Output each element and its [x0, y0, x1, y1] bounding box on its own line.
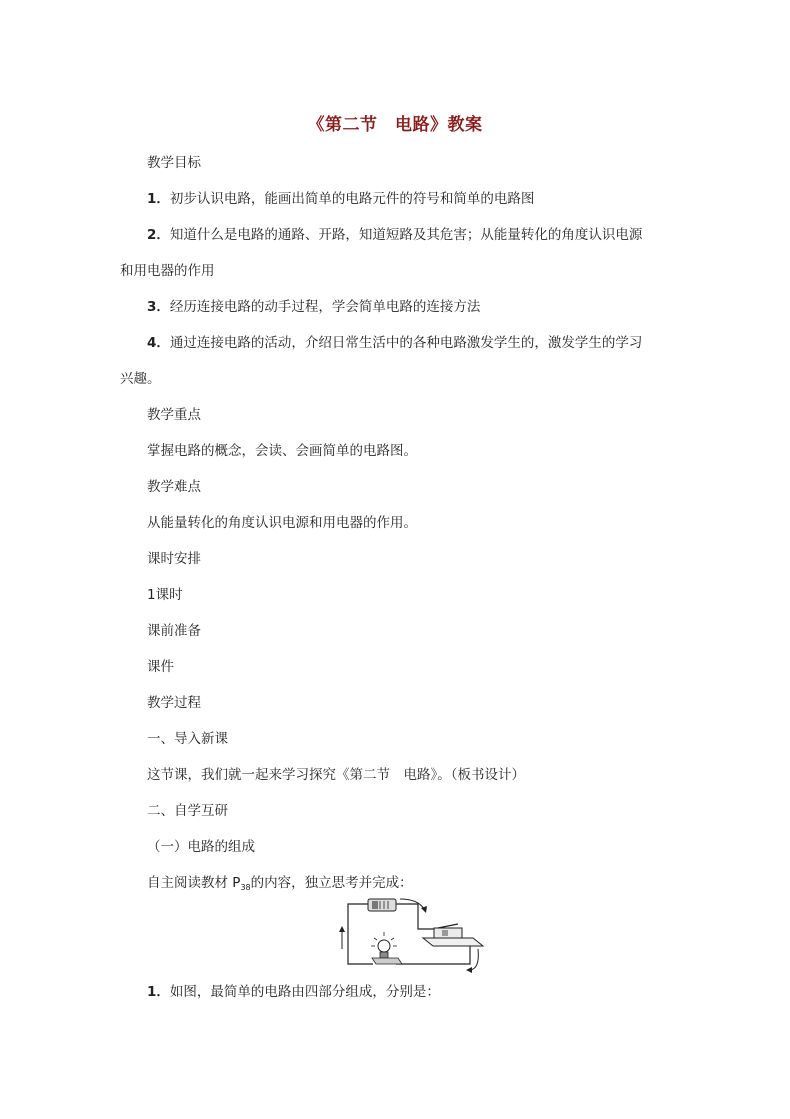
objective-1-number: 1．	[147, 191, 170, 207]
schedule-text: 1课时	[147, 587, 183, 603]
objective-3-number: 3．	[147, 299, 170, 315]
question-1-text: 如图，最简单的电路由四部分组成，分别是：	[169, 984, 440, 1000]
section-1-text: 这节课，我们就一起来学习探究《第二节 电路》。（板书设计）	[147, 767, 525, 783]
reading-suffix: 的内容，独立思考并完成：	[250, 875, 413, 891]
key-points-text: 掌握电路的概念，会读、会画简单的电路图。	[147, 443, 417, 459]
objective-1-text: 初步认识电路，能画出简单的电路元件的符号和简单的电路图	[169, 191, 535, 207]
objective-4-text-1: 通过连接电路的活动，介绍日常生活中的各种电路激发学生的，激发学生的学习	[169, 335, 643, 351]
process-heading: 教学过程	[147, 695, 201, 711]
question-1	[147, 983, 440, 1001]
key-points-heading: 教学重点	[147, 407, 201, 423]
difficulties-heading: 教学难点	[147, 479, 201, 495]
simple-circuit-diagram-icon	[338, 894, 488, 974]
objective-4-line-1	[147, 334, 642, 352]
objective-2-text-1: 知道什么是电路的通路、开路，知道短路及其危害；从能量转化的角度认识电源	[169, 227, 643, 243]
prep-heading: 课前准备	[147, 623, 201, 639]
difficulties-text: 从能量转化的角度认识电源和用电器的作用。	[147, 515, 417, 531]
objective-4-number: 4．	[147, 335, 170, 351]
objectives-heading: 教学目标	[147, 155, 201, 171]
section-2-heading: 二、自学互研	[147, 803, 228, 819]
objective-3-text: 经历连接电路的动手过程，学会简单电路的连接方法	[169, 299, 481, 315]
question-1-number: 1．	[147, 984, 170, 1000]
objective-2-number: 2．	[147, 227, 170, 243]
prep-text: 课件	[147, 659, 174, 675]
section-1-heading: 一、导入新课	[147, 731, 228, 747]
schedule-heading: 课时安排	[147, 551, 201, 567]
reading-prefix: 自主阅读教材 P	[147, 875, 241, 891]
objective-1	[147, 190, 534, 208]
subsection-1-heading: （一）电路的组成	[147, 839, 255, 855]
objective-3	[147, 298, 480, 316]
page-title: 《第二节 电路》教案	[307, 115, 483, 135]
reading-page-number: 38	[240, 883, 251, 892]
objective-4-line-2: 兴趣。	[120, 371, 161, 387]
objective-2-line-2: 和用电器的作用	[120, 263, 215, 279]
objective-2-line-1	[147, 226, 642, 244]
